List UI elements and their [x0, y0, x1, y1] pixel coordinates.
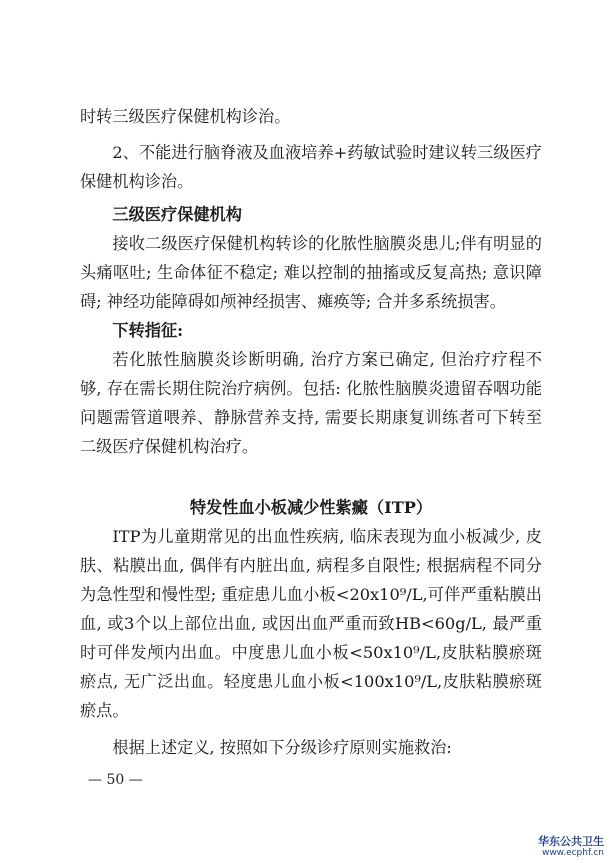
paragraph-downward-body: 若化脓性脑膜炎诊断明确, 治疗方案已确定, 但治疗疗程不够, 存在需长期住院治疗病例。包括: 化脓性脑膜炎遗留吞咽功能问题需管道喂养、静脉营养支持, 需要长期康复训练者可下转至二级医疗保健机构治疗。	[80, 350, 542, 456]
paragraph-itp-body: ITP为儿童期常见的出血性疾病, 临床表现为血小板减少, 皮肤、粘膜出血, 偶伴有内脏出血, 病程多自限性; 根据病程不同分为急性型和慢性型; 重症患儿血小板<20x10⁹/L,可伴严重粘膜出血, 或3个以上部位出血, 或因出血严重而致HB<60g/L, 最严重时可伴发颅内出血。中度患儿血小板<50x10⁹/L,皮肤粘膜瘀斑瘀点, 无广泛出血。轻度患儿血小板<100x10⁹/L,皮肤粘膜瘀斑瘀点。	[80, 527, 542, 720]
section-itp	[80, 522, 542, 762]
paragraph-itp-closing: 根据上述定义, 按照如下分级诊疗原则实施救治:	[112, 738, 452, 757]
section-downward	[80, 316, 542, 461]
paragraph-tertiary-body: 接收二级医疗保健机构转诊的化脓性脑膜炎患儿;伴有明显的头痛呕吐; 生命体征不稳定; 难以控制的抽搐或反复高热; 意识障碍; 神经功能障碍如颅神经损害、瘫痪等; 合并多系统损害。	[80, 234, 542, 311]
section-tertiary	[80, 200, 542, 316]
paragraph-continuation: 时转三级医疗保健机构诊治。	[80, 107, 291, 126]
itp-title: 特发性血小板减少性紫癜（ITP）	[189, 498, 433, 517]
paragraph-item-2: 2、不能进行脑脊液及血液培养+药敏试验时建议转三级医疗保健机构诊治。	[80, 143, 542, 191]
intro-block	[80, 102, 542, 196]
watermark-url: www.ecphf.cn	[541, 848, 604, 858]
watermark	[538, 835, 604, 859]
watermark-name: 华东公共卫生	[538, 835, 604, 848]
page-number: — 50 —	[88, 772, 143, 788]
heading-tertiary: 三级医疗保健机构	[112, 205, 242, 224]
heading-downward-transfer: 下转指征:	[112, 321, 184, 340]
